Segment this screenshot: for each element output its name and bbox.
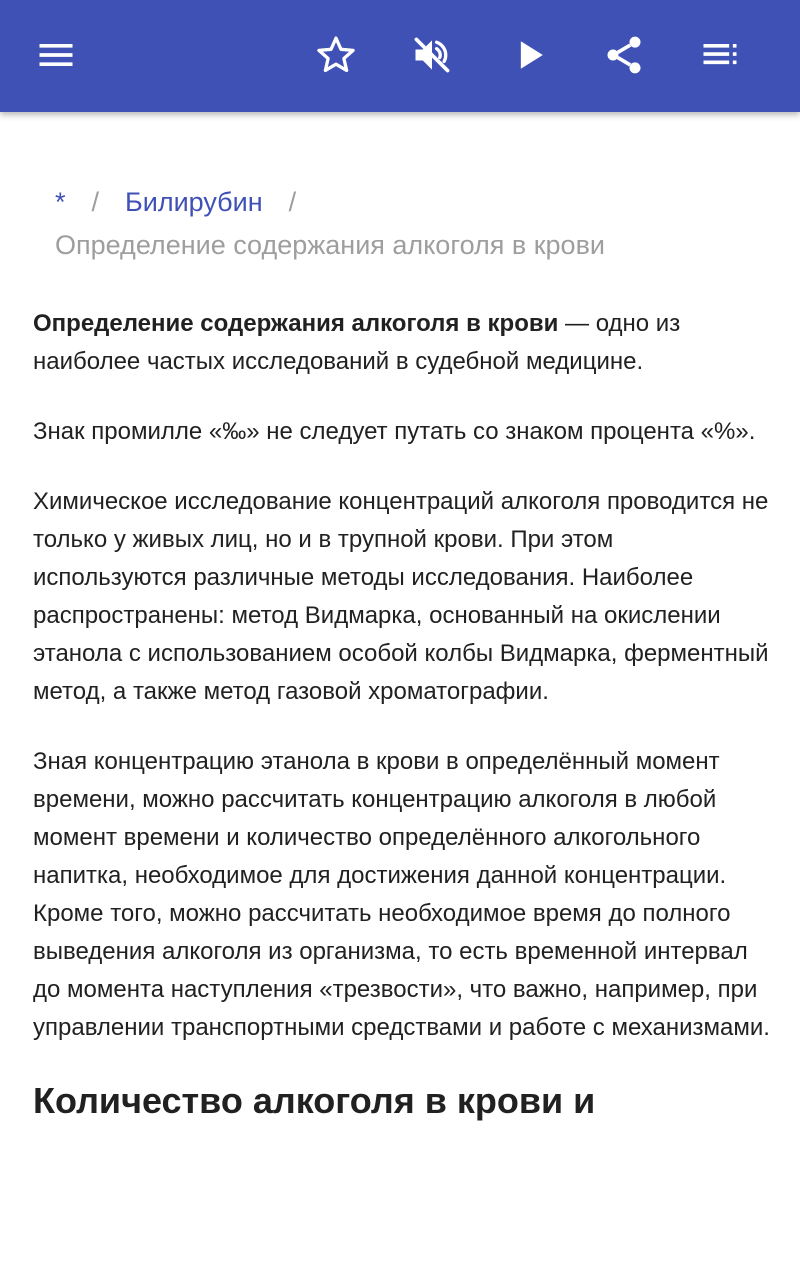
breadcrumb-separator: / — [288, 187, 297, 217]
article-body — [33, 305, 773, 1123]
share-button[interactable] — [592, 23, 656, 87]
section-heading: Количество алкоголя в крови и — [33, 1080, 596, 1121]
breadcrumb-current: Определение содержания алкоголя в крови — [55, 230, 605, 260]
share-icon — [602, 33, 646, 77]
lead-text: — одно из наиболее частых исследований в судебной медицине. — [33, 310, 681, 375]
breadcrumb — [33, 112, 773, 267]
paragraph: Зная концентрацию этанола в крови в определённый момент времени, можно рассчитать концентрацию алкоголя в любой момент времени и количество определённого алкогольного напитка, необходимое для достижения данной концентрации. Кроме того, можно рассчитать необходимое время до полного выведения алкоголя из организма, то есть временной интервал до момента наступления «трезвости», что важно, например, при управлении транспортными средствами и работе с механизмами. — [33, 748, 770, 1041]
menu-icon — [34, 33, 78, 77]
app-bar — [0, 0, 800, 112]
paragraph-lead — [33, 305, 773, 381]
play-button[interactable] — [498, 23, 562, 87]
mute-button[interactable] — [400, 23, 464, 87]
breadcrumb-separator: / — [91, 187, 100, 217]
volume-off-icon — [410, 33, 454, 77]
list-icon — [698, 33, 742, 77]
play-icon — [508, 33, 552, 77]
paragraph: Химическое исследование концентраций алкоголя проводится не только у живых лиц, но и в трупной крови. При этом используются различные методы исследования. Наиболее распространены: метод Видмарка, основанный на окислении этанола с использованием особой колбы Видмарка, ферментный метод, а также метод газовой хроматографии. — [33, 488, 769, 705]
table-of-contents-button[interactable] — [688, 23, 752, 87]
lead-term: Определение содержания алкоголя в крови — [33, 310, 559, 337]
menu-button[interactable] — [24, 23, 88, 87]
content — [33, 112, 773, 1123]
breadcrumb-parent-link[interactable]: Билирубин — [125, 187, 263, 217]
star-outline-icon — [314, 33, 358, 77]
breadcrumb-root-link[interactable]: * — [55, 187, 66, 217]
bookmark-button[interactable] — [304, 23, 368, 87]
paragraph: Знак промилле «‰» не следует путать со знаком процента «%». — [33, 418, 756, 445]
